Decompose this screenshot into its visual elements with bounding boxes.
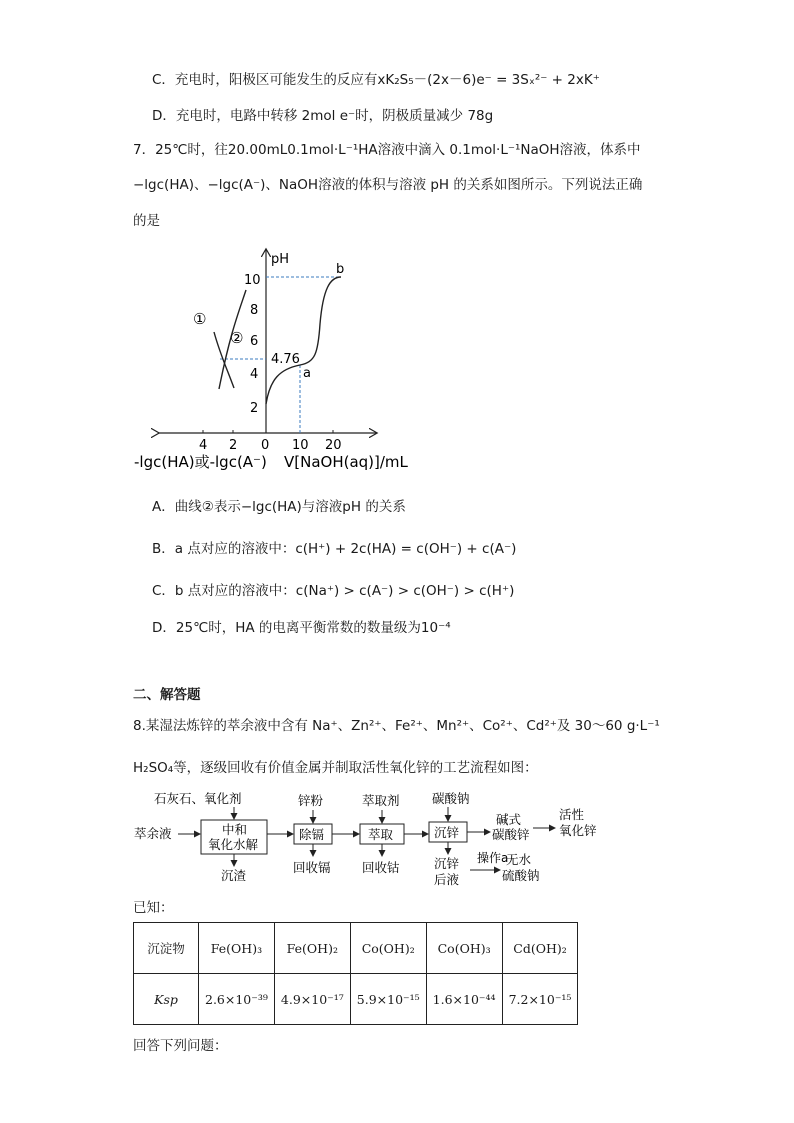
table-header-cell: Co(OH)₃	[426, 923, 502, 974]
table-cell: 4.9×10⁻¹⁷	[274, 974, 350, 1025]
x-tick-left-4: 4	[199, 438, 208, 453]
q7-option-d: D．25℃时，HA 的电离平衡常数的数量级为10⁻⁴	[152, 620, 451, 636]
x-tick-left-0: 0	[261, 438, 270, 453]
y-tick-2: 2	[250, 401, 259, 416]
reagent-2: 锌粉	[298, 793, 324, 808]
table-header-cell: Cd(OH)₂	[502, 923, 578, 974]
table-cell: 5.9×10⁻¹⁵	[350, 974, 426, 1025]
point-b-label: b	[336, 262, 345, 277]
table-row	[134, 974, 578, 1025]
q7-option-c: C．b 点对应的溶液中：c(Na⁺) > c(A⁻) > c(OH⁻) > c(H⁺)	[152, 583, 515, 599]
x-tick-right-10: 10	[292, 438, 309, 453]
x-axis-label-right: V[NaOH(aq)]/mL	[284, 453, 408, 471]
table-header-cell: Co(OH)₂	[350, 923, 426, 974]
x-tick-right-20: 20	[325, 438, 342, 453]
q8-stem-line1: 8.某湿法炼锌的萃余液中含有 Na⁺、Zn²⁺、Fe²⁺、Mn²⁺、Co²⁺、Cd²⁺及 30～60 g·L⁻¹	[133, 718, 660, 734]
q7-option-a: A．曲线②表示−lgc(HA)与溶液pH 的关系	[152, 499, 406, 515]
table-header-cell: Fe(OH)₂	[274, 923, 350, 974]
product-1-line1: 碱式	[496, 812, 522, 827]
answer-prompt: 回答下列问题：	[133, 1038, 228, 1054]
y-axis-label: pH	[271, 252, 290, 267]
product-1-line2: 碳酸锌	[492, 827, 530, 842]
product-2-line1: 活性	[559, 807, 585, 822]
y-tick-6: 6	[250, 334, 259, 349]
curve-2-label: ②	[230, 329, 244, 347]
liquid-line2: 后液	[434, 872, 460, 887]
output-3: 回收钴	[362, 860, 400, 875]
step-3-label: 萃取	[368, 827, 394, 842]
final-line1: 无水	[506, 852, 532, 867]
q7-stem-line3: 的是	[133, 213, 160, 229]
table-cell: 7.2×10⁻¹⁵	[502, 974, 578, 1025]
operation-a-label: 操作a	[477, 851, 509, 865]
reagent-3: 萃取剂	[362, 793, 400, 808]
liquid-line1: 沉锌	[434, 856, 460, 871]
q8-stem-line2: H₂SO₄等，逐级回收有价值金属并制取活性氧化锌的工艺流程如图：	[133, 760, 538, 776]
titration-curve	[266, 277, 341, 404]
x-tick-left-2: 2	[229, 438, 238, 453]
step-1-line2: 氧化水解	[208, 837, 259, 852]
y-tick-10: 10	[244, 273, 261, 288]
table-header-row	[134, 923, 578, 974]
option-c-prev: C．充电时，阳极区可能发生的反应有xK₂S₅－(2x－6)e⁻ = 3Sₓ²⁻ + 2xK⁺	[152, 72, 600, 88]
option-d-prev: D．充电时，电路中转移 2mol e⁻时，阴极质量减少 78g	[152, 108, 494, 124]
output-2: 回收镉	[293, 860, 331, 875]
known-label: 已知：	[133, 900, 174, 916]
table-cell: 2.6×10⁻³⁹	[199, 974, 275, 1025]
product-2-line2: 氧化锌	[559, 823, 597, 838]
reagent-1: 石灰石、氧化剂	[154, 791, 242, 806]
table-header-cell: Fe(OH)₃	[199, 923, 275, 974]
y-tick-4: 4	[250, 367, 259, 382]
step-2-label: 除镉	[299, 827, 325, 842]
curve-1-label: ①	[193, 310, 207, 328]
table-header-cell: 沉淀物	[134, 923, 199, 974]
reagent-4: 碳酸钠	[432, 791, 470, 806]
table-cell: 1.6×10⁻⁴⁴	[426, 974, 502, 1025]
table-row-label: Ksp	[134, 974, 199, 1025]
step-4-label: 沉锌	[434, 825, 460, 840]
q7-stem-line1: 7．25℃时，往20.00mL0.1mol·L⁻¹HA溶液中滴入 0.1mol·L⁻¹NaOH溶液，体系中	[133, 142, 641, 158]
q7-chart	[130, 244, 430, 476]
step-1-line1: 中和	[222, 822, 248, 837]
q7-stem-line2: −lgc(HA)、−lgc(A⁻)、NaOH溶液的体积与溶液 pH 的关系如图所示。下列说法正确	[133, 177, 643, 193]
point-a-label: a	[303, 366, 311, 381]
y-tick-8: 8	[250, 303, 259, 318]
y-ticks	[244, 273, 261, 416]
x-axis-label-left: -lgc(HA)或-lgc(A⁻)	[134, 453, 267, 471]
annotation-476: 4.76	[271, 352, 300, 367]
q7-option-b: B．a 点对应的溶液中：c(H⁺) + 2c(HA) = c(OH⁻) + c(A⁻)	[152, 541, 517, 557]
process-flowchart	[130, 786, 610, 890]
section-title: 二、解答题	[133, 687, 201, 703]
input-label: 萃余液	[134, 826, 172, 841]
output-1: 沉渣	[221, 868, 247, 883]
ksp-table	[133, 922, 578, 1025]
final-line2: 硫酸钠	[502, 868, 540, 883]
